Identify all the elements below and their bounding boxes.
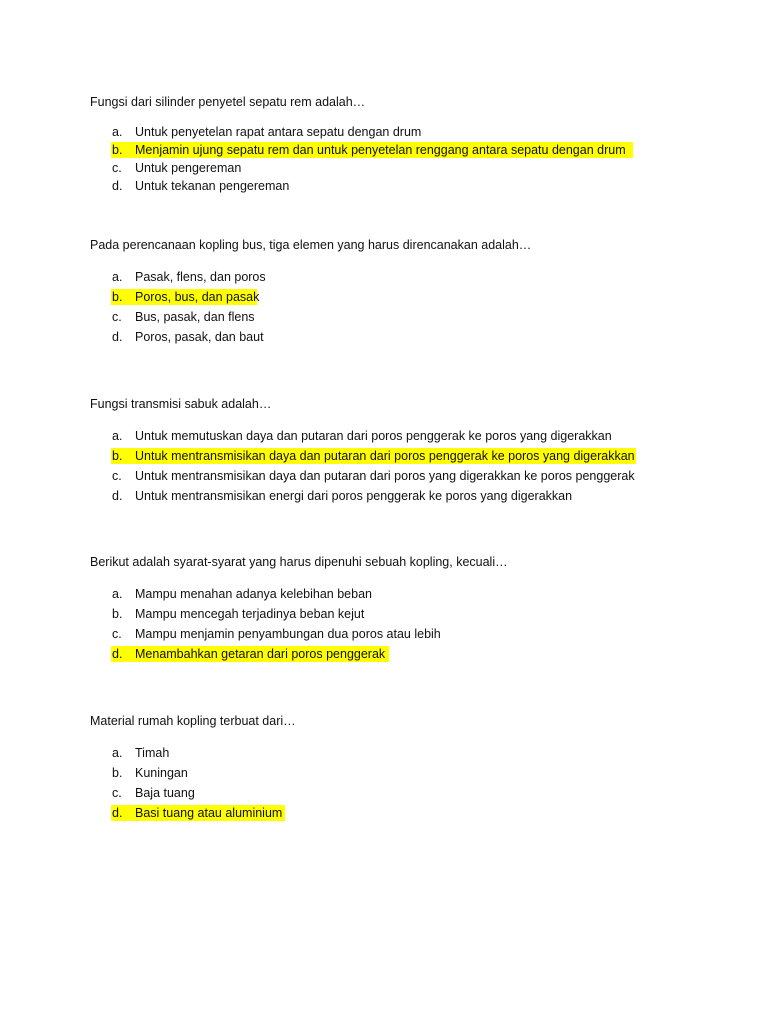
question-4 [90,554,730,662]
option-text: Poros, bus, dan pasak [135,290,260,304]
option-letter: a. [112,746,123,760]
option-a [90,124,730,140]
option-letter: a. [112,429,123,443]
option-text: Untuk memutuskan daya dan putaran dari poros penggerak ke poros yang digerakkan [135,429,612,443]
option-text: Mampu menjamin penyambungan dua poros atau lebih [135,627,441,641]
option-c [90,785,730,801]
option-text: Kuningan [135,766,188,780]
question-text: Berikut adalah syarat-syarat yang harus dipenuhi sebuah kopling, kecuali… [90,555,508,569]
option-d [90,488,730,504]
option-text: Menambahkan getaran dari poros penggerak [135,647,386,661]
option-letter: d. [112,647,123,661]
option-d [90,178,730,194]
option-letter: b. [112,607,123,621]
option-letter: a. [112,270,123,284]
option-a [90,428,730,444]
option-text: Mampu mencegah terjadinya beban kejut [135,607,365,621]
question-1 [90,94,730,194]
option-b [90,606,730,622]
question-text: Fungsi transmisi sabuk adalah… [90,397,272,411]
option-b-answer [90,448,730,464]
option-letter: d. [112,179,123,193]
option-text: Untuk pengereman [135,161,242,175]
question-3 [90,396,730,504]
option-d-answer [90,646,730,662]
option-text: Untuk mentransmisikan daya dan putaran dari poros penggerak ke poros yang digerakkan [135,449,635,463]
option-text: Baja tuang [135,786,195,800]
option-letter: b. [112,290,123,304]
option-list [90,124,730,194]
option-letter: b. [112,449,123,463]
option-c [90,468,730,484]
option-a [90,586,730,602]
question-text: Fungsi dari silinder penyetel sepatu rem adalah… [90,95,366,109]
option-letter: a. [112,587,123,601]
option-letter: d. [112,806,123,820]
option-text: Timah [135,746,170,760]
question-text: Pada perencanaan kopling bus, tiga elemen yang harus direncanakan adalah… [90,238,532,252]
option-text: Basi tuang atau aluminium [135,806,283,820]
option-b [90,765,730,781]
option-text: Untuk penyetelan rapat antara sepatu dengan drum [135,125,422,139]
option-text: Mampu menahan adanya kelebihan beban [135,587,372,601]
option-letter: a. [112,125,123,139]
question-text: Material rumah kopling terbuat dari… [90,714,296,728]
option-list [90,745,730,821]
option-text: Menjamin ujung sepatu rem dan untuk penyetelan renggang antara sepatu dengan drum [135,143,626,157]
option-text: Poros, pasak, dan baut [135,330,264,344]
option-letter: c. [112,161,122,175]
option-text: Untuk mentransmisikan energi dari poros penggerak ke poros yang digerakkan [135,489,573,503]
option-c [90,160,730,176]
option-letter: d. [112,330,123,344]
option-c [90,626,730,642]
option-letter: c. [112,469,122,483]
option-list [90,586,730,662]
option-text: Untuk tekanan pengereman [135,179,290,193]
option-text: Bus, pasak, dan flens [135,310,255,324]
question-2 [90,237,730,345]
option-d-answer [90,805,730,821]
option-text: Pasak, flens, dan poros [135,270,266,284]
option-d [90,329,730,345]
option-letter: c. [112,310,122,324]
option-c [90,309,730,325]
option-letter: d. [112,489,123,503]
option-list [90,269,730,345]
option-b-answer [90,142,730,158]
option-list [90,428,730,504]
option-letter: b. [112,766,123,780]
option-a [90,269,730,285]
option-letter: c. [112,786,122,800]
option-a [90,745,730,761]
option-letter: b. [112,143,123,157]
question-5 [90,713,730,821]
option-text: Untuk mentransmisikan daya dan putaran dari poros yang digerakkan ke poros penggerak [135,469,635,483]
option-b-answer [90,289,730,305]
option-letter: c. [112,627,122,641]
